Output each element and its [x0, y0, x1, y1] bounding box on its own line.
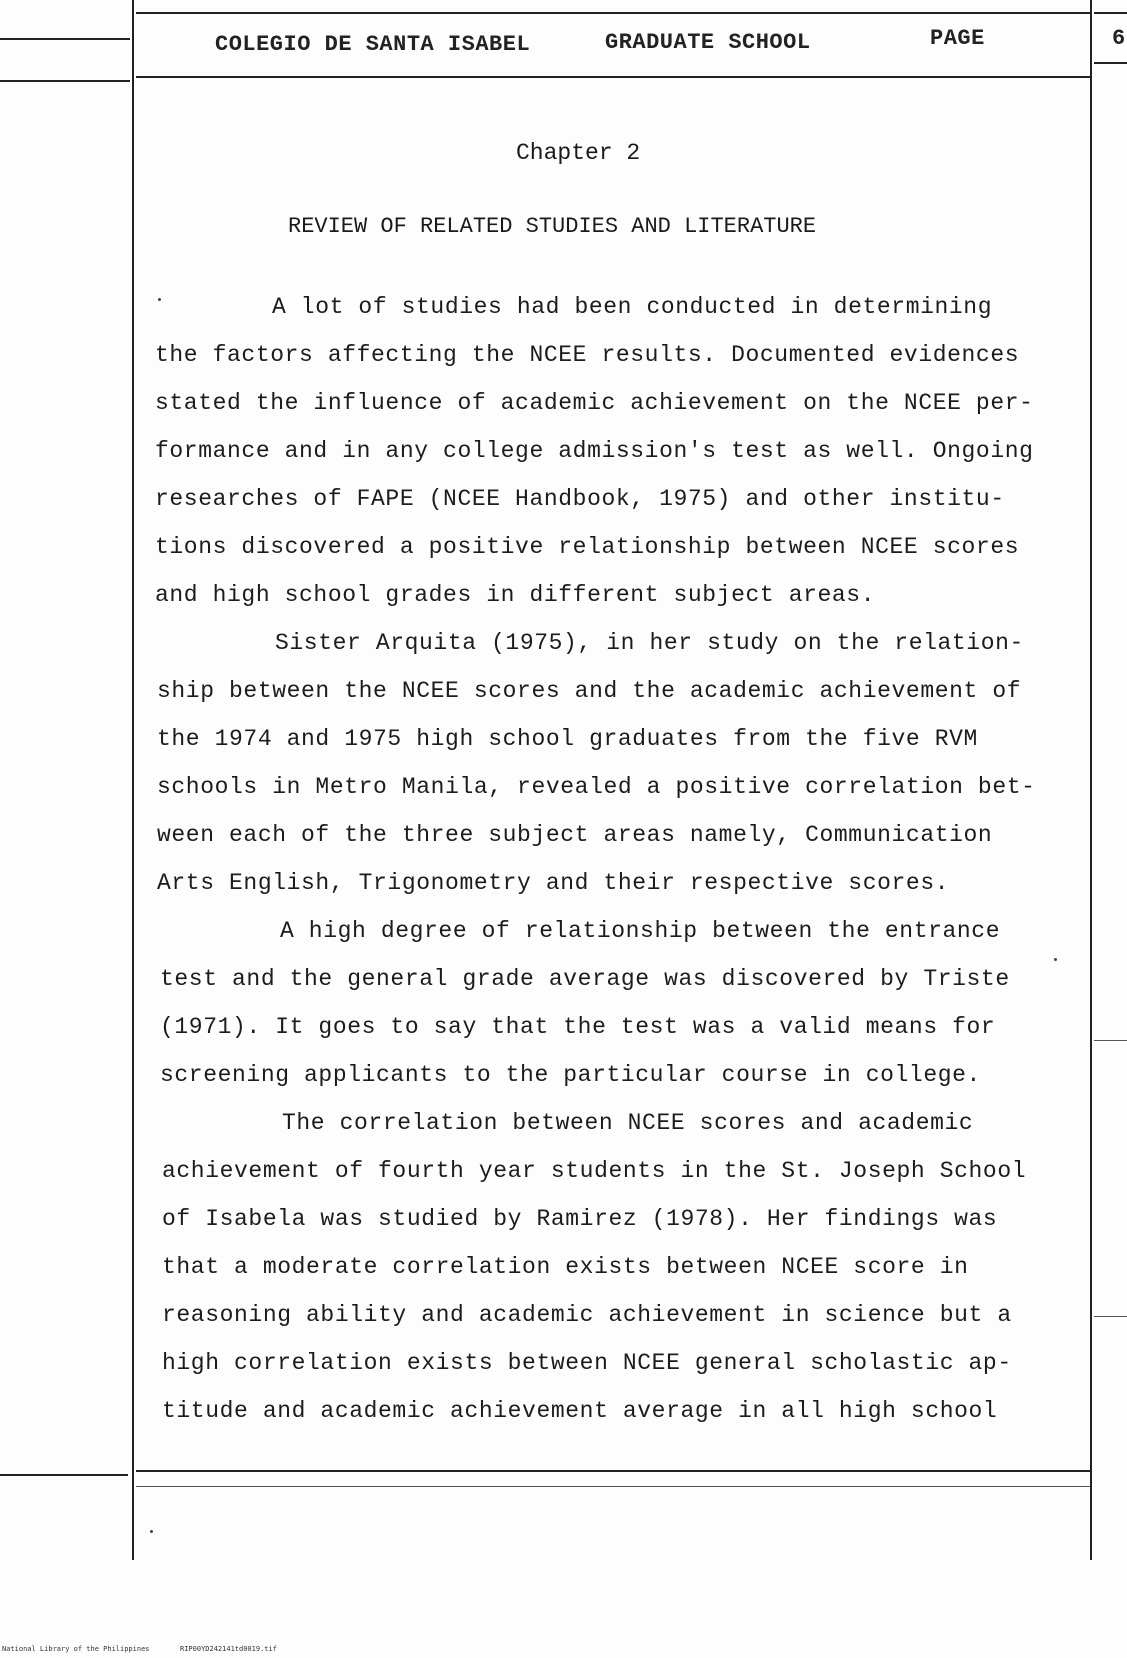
chapter-title: REVIEW OF RELATED STUDIES AND LITERATURE	[288, 214, 817, 239]
footer-rule-2	[136, 1486, 1090, 1487]
left-header-rule-bottom	[0, 80, 130, 82]
text-line: that a moderate correlation exists between NCEE score in	[162, 1254, 969, 1280]
text-line: ween each of the three subject areas namely, Communication	[157, 822, 993, 848]
footer-file-id: RIP00YD242141td0019.tif	[180, 1645, 277, 1653]
right-margin-tick-1	[1094, 1040, 1127, 1041]
footer-rule	[136, 1470, 1090, 1472]
left-header-rule-top	[0, 38, 130, 40]
text-line: screening applicants to the particular course in college.	[160, 1062, 981, 1088]
header-institution: COLEGIO DE SANTA ISABEL	[215, 32, 531, 57]
text-line: high correlation exists between NCEE general scholastic ap-	[162, 1350, 1012, 1376]
text-line: A high degree of relationship between the entrance	[280, 918, 1001, 944]
right-margin-tick-2	[1094, 1316, 1127, 1317]
left-margin-rule	[132, 0, 134, 1560]
scan-speck	[158, 298, 161, 301]
right-tab-rule-bottom	[1094, 62, 1127, 64]
right-margin-rule	[1090, 0, 1092, 1560]
header-school: GRADUATE SCHOOL	[605, 30, 811, 55]
chapter-number: Chapter 2	[516, 140, 641, 166]
footer-library-note: National Library of the Philippines	[2, 1645, 150, 1653]
text-line: and high school grades in different subject areas.	[155, 582, 876, 608]
scan-speck	[150, 1530, 153, 1533]
text-line: The correlation between NCEE scores and academic	[282, 1110, 974, 1136]
text-line: (1971). It goes to say that the test was a valid means for	[160, 1014, 996, 1040]
text-line: titude and academic achievement average in all high school	[162, 1398, 998, 1424]
header-page-label: PAGE	[930, 26, 985, 51]
text-line: schools in Metro Manila, revealed a positive correlation bet-	[157, 774, 1036, 800]
header-bottom-rule	[136, 76, 1090, 78]
text-line: formance and in any college admission's test as well. Ongoing	[155, 438, 1034, 464]
text-line: Arts English, Trigonometry and their respective scores.	[157, 870, 950, 896]
header-top-rule	[136, 12, 1090, 14]
text-line: tions discovered a positive relationship between NCEE scores	[155, 534, 1020, 560]
header-page-number: 6	[1112, 26, 1126, 51]
text-line: of Isabela was studied by Ramirez (1978). Her findings was	[162, 1206, 998, 1232]
text-line: achievement of fourth year students in the St. Joseph School	[162, 1158, 1027, 1184]
text-line: reasoning ability and academic achievement in science but a	[162, 1302, 1012, 1328]
text-line: Sister Arquita (1975), in her study on the relation-	[275, 630, 1024, 656]
text-line: the 1974 and 1975 high school graduates from the five RVM	[157, 726, 978, 752]
text-line: the factors affecting the NCEE results. Documented evidences	[155, 342, 1020, 368]
text-line: ship between the NCEE scores and the academic achievement of	[157, 678, 1022, 704]
left-footer-rule	[0, 1474, 128, 1476]
right-tab-rule-top	[1094, 12, 1127, 14]
text-line: test and the general grade average was discovered by Triste	[160, 966, 1010, 992]
scan-speck	[1054, 958, 1057, 961]
text-line: researches of FAPE (NCEE Handbook, 1975) and other institu-	[155, 486, 1005, 512]
text-line: A lot of studies had been conducted in determining	[272, 294, 993, 320]
text-line: stated the influence of academic achievement on the NCEE per-	[155, 390, 1034, 416]
